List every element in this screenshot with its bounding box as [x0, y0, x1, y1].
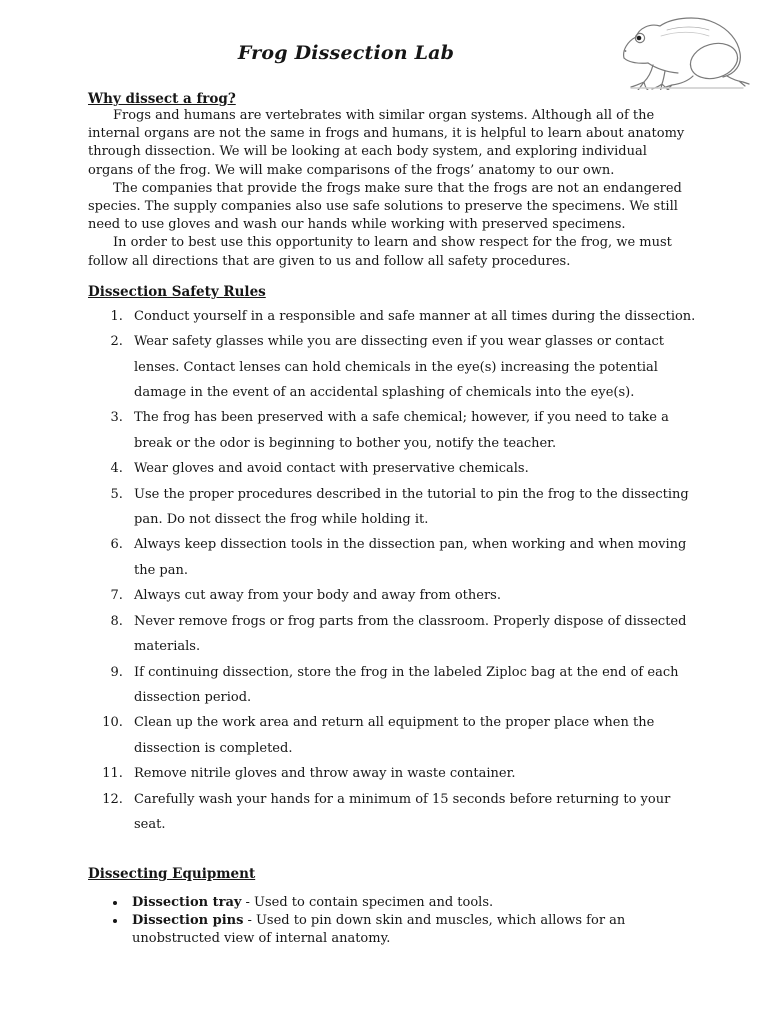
equipment-term-tray: Dissection tray — [132, 895, 242, 911]
safety-rule-2: 2. Wear safety glasses while you are dissecting even if you wear glasses or contact lenses. Contact lenses can hold chemicals in the eye(s) increasing the potential damage in the event of an accidental splashing of chemicals into the eye(s). — [127, 329, 696, 405]
why-paragraph-2: The companies that provide the frogs make sure that the frogs are not an endangered species. The supply companies also use safe solutions to preserve the specimens. We still need to use gloves and wash our hands while working with preserved specimens. — [88, 180, 682, 233]
section-dissecting-equipment — [88, 866, 696, 948]
why-heading: Why dissect a frog? — [88, 91, 236, 107]
equipment-item-pins — [127, 912, 696, 948]
equipment-term-pins: Dissection pins — [132, 913, 244, 929]
safety-rule-5: 5. Use the proper procedures described in the tutorial to pin the frog to the dissecting pan. Do not dissect the frog while holding it. — [127, 482, 696, 533]
safety-rule-8: 8. Never remove frogs or frog parts from the classroom. Properly dispose of dissected materials. — [127, 609, 696, 660]
safety-rule-11: 11. Remove nitrile gloves and throw away in waste container. — [127, 761, 696, 786]
safety-rule-12: 12. Carefully wash your hands for a minimum of 15 seconds before returning to your seat. — [127, 787, 696, 838]
equipment-item-tray — [127, 894, 696, 912]
safety-rule-9: 9. If continuing dissection, store the frog in the labeled Ziploc bag at the end of each dissection period. — [127, 660, 696, 711]
safety-rule-7: 7. Always cut away from your body and away from others. — [127, 583, 696, 608]
safety-rule-4: 4. Wear gloves and avoid contact with preservative chemicals. — [127, 456, 696, 481]
safety-rule-1: 1. Conduct yourself in a responsible and safe manner at all times during the dissection. — [127, 304, 696, 329]
section-safety-rules — [88, 284, 696, 838]
why-paragraph-1: Frogs and humans are vertebrates with similar organ systems. Although all of the internal organs are not the same in frogs and humans, it is helpful to learn about anatomy through dissection. We will be looking at each body system, and exploring individual organs of the frog. We will make comparisons of the frogs’ anatomy to our own. — [88, 108, 685, 178]
frog-illustration — [615, 12, 750, 90]
why-paragraph-3: In order to best use this opportunity to learn and show respect for the frog, we must follow all directions that are given to us and follow all safety procedures. — [88, 235, 672, 269]
section-why-dissect — [88, 91, 696, 271]
safety-rule-6: 6. Always keep dissection tools in the dissection pan, when working and when moving the pan. — [127, 532, 696, 583]
safety-heading: Dissection Safety Rules — [88, 283, 266, 300]
safety-rule-3: 3. The frog has been preserved with a safe chemical; however, if you need to take a break or the odor is beginning to bother you, notify the teacher. — [127, 405, 696, 456]
safety-rules-list — [88, 304, 696, 838]
safety-rule-10: 10. Clean up the work area and return all equipment to the proper place when the dissection is completed. — [127, 710, 696, 761]
document-title: Frog Dissection Lab — [237, 42, 455, 64]
equipment-desc-pins: - Used to pin down skin and muscles, which allows for an unobstructed view of internal anatomy. — [132, 913, 626, 947]
equipment-heading: Dissecting Equipment — [88, 866, 256, 883]
equipment-list — [88, 894, 696, 948]
equipment-desc-tray: - Used to contain specimen and tools. — [245, 895, 494, 911]
